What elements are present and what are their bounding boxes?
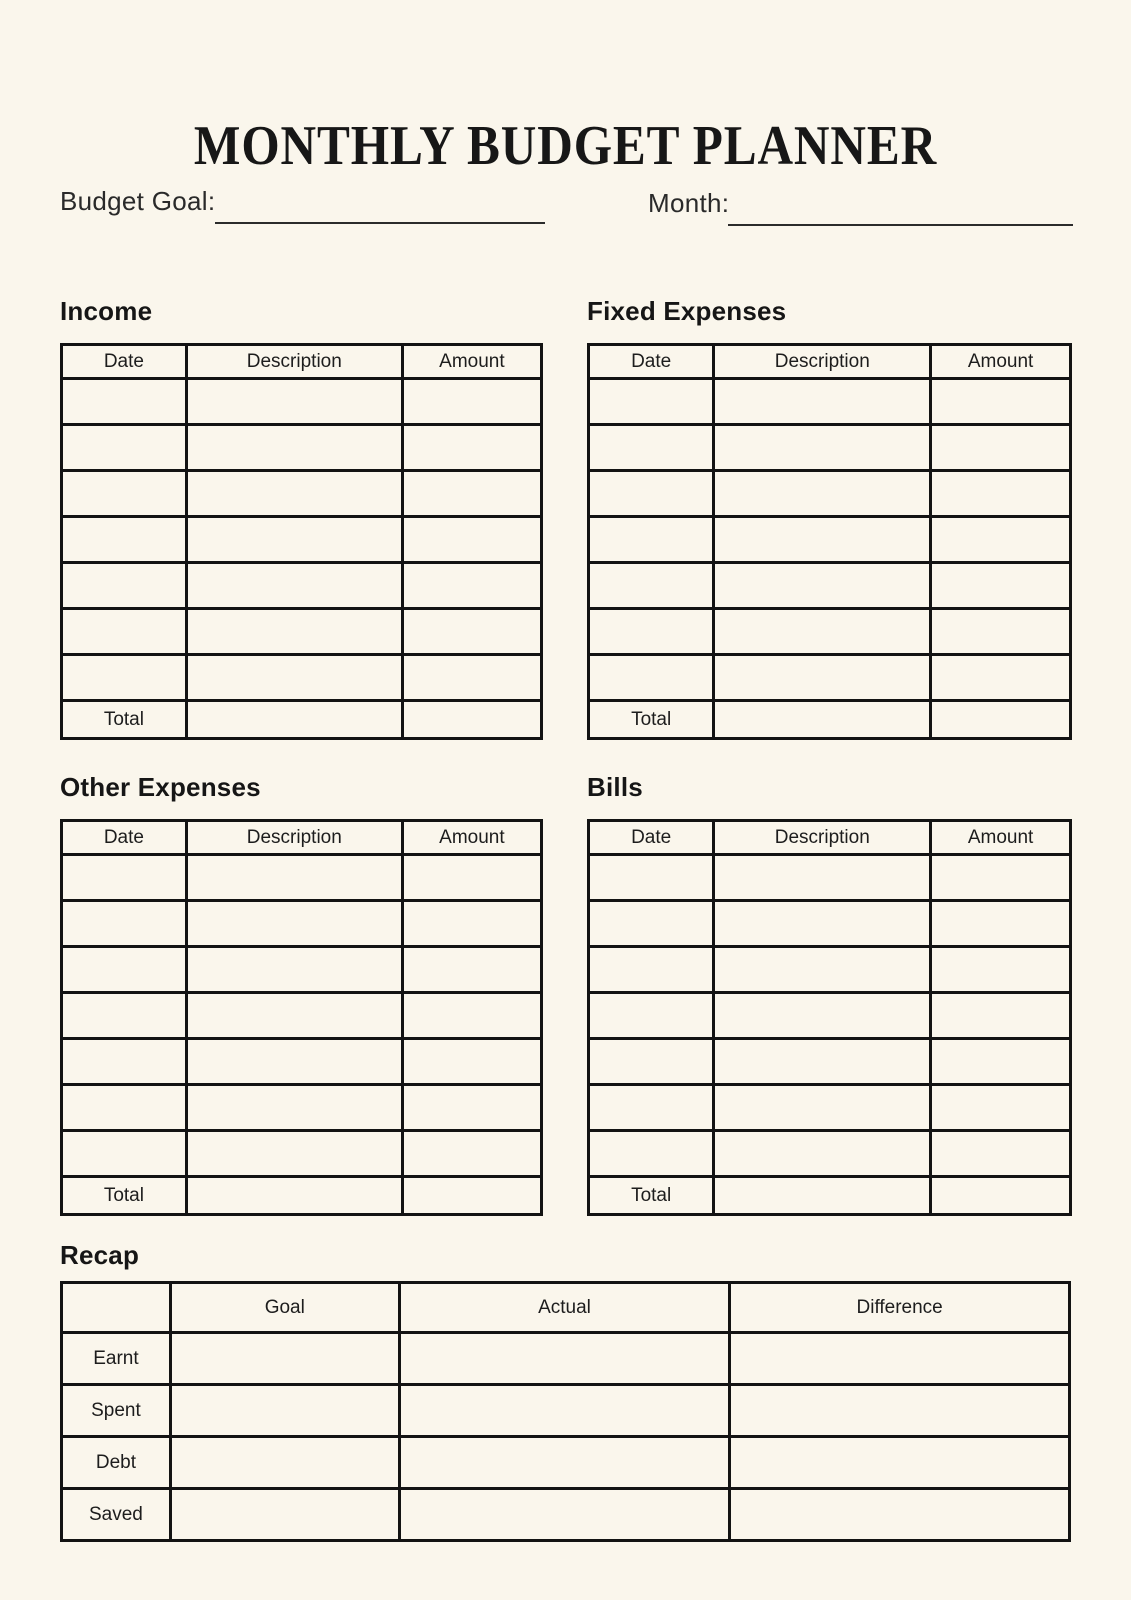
- table-row: [589, 1085, 1071, 1131]
- empty-cell: [62, 947, 187, 993]
- empty-cell: [186, 901, 402, 947]
- empty-cell: [931, 1085, 1071, 1131]
- empty-cell: [186, 655, 402, 701]
- empty-cell: [714, 1131, 931, 1177]
- table-row: [62, 1039, 542, 1085]
- total-row: [62, 1177, 542, 1215]
- empty-cell: [62, 471, 187, 517]
- table-row: [62, 609, 542, 655]
- empty-cell: [931, 609, 1071, 655]
- empty-cell: [170, 1333, 399, 1385]
- empty-cell: [62, 1131, 187, 1177]
- empty-cell: [186, 1085, 402, 1131]
- recap-heading: Recap: [60, 1240, 140, 1270]
- empty-cell: [714, 563, 931, 609]
- other-expenses-col-header-description: Description: [186, 821, 402, 855]
- fixed-expenses-col-header-amount: Amount: [931, 345, 1071, 379]
- empty-cell: [714, 855, 931, 901]
- table-row: [62, 517, 542, 563]
- table-header-row: [62, 1283, 1070, 1333]
- table-header-row: [589, 345, 1071, 379]
- empty-cell: [589, 993, 714, 1039]
- total-row: [589, 701, 1071, 739]
- empty-cell: [62, 425, 187, 471]
- empty-cell: [186, 379, 402, 425]
- empty-cell: [931, 1131, 1071, 1177]
- empty-cell: [589, 425, 714, 471]
- page-title: MONTHLY BUDGET PLANNER: [193, 114, 938, 177]
- empty-cell: [730, 1489, 1070, 1541]
- empty-cell: [186, 609, 402, 655]
- empty-cell: [402, 425, 541, 471]
- empty-cell: [589, 1085, 714, 1131]
- table-row: [62, 1437, 1070, 1489]
- fixed-expenses-heading: Fixed Expenses: [587, 296, 787, 326]
- bills-heading: Bills: [587, 772, 643, 802]
- empty-cell: [589, 901, 714, 947]
- empty-cell: [186, 947, 402, 993]
- table-row: [589, 425, 1071, 471]
- recap-table: [60, 1281, 1071, 1542]
- empty-cell: [186, 471, 402, 517]
- empty-cell: [399, 1333, 730, 1385]
- empty-cell: [186, 855, 402, 901]
- recap-col-header-goal: Goal: [170, 1283, 399, 1333]
- empty-cell: [402, 947, 541, 993]
- fixed-expenses-table: [587, 343, 1072, 740]
- table-row: [62, 1131, 542, 1177]
- recap-col-header-actual: Actual: [399, 1283, 730, 1333]
- empty-cell: [399, 1437, 730, 1489]
- recap-row-label-spent: Spent: [62, 1385, 171, 1437]
- bills-table: [587, 819, 1072, 1216]
- income-col-header-date: Date: [62, 345, 187, 379]
- empty-cell: [931, 563, 1071, 609]
- income-total-label: Total: [62, 701, 187, 739]
- table-header-row: [62, 345, 542, 379]
- table-row: [62, 1489, 1070, 1541]
- empty-cell: [589, 655, 714, 701]
- empty-cell: [62, 901, 187, 947]
- table-row: [589, 1039, 1071, 1085]
- empty-cell: [402, 1177, 541, 1215]
- empty-cell: [186, 993, 402, 1039]
- budget-goal-fill-line: [215, 222, 545, 224]
- empty-cell: [399, 1489, 730, 1541]
- empty-cell: [186, 1039, 402, 1085]
- empty-cell: [62, 379, 187, 425]
- fixed-expenses-section: [587, 296, 1072, 740]
- empty-cell: [931, 901, 1071, 947]
- empty-cell: [714, 901, 931, 947]
- table-row: [589, 993, 1071, 1039]
- empty-cell: [589, 563, 714, 609]
- empty-cell: [589, 1131, 714, 1177]
- empty-cell: [402, 471, 541, 517]
- empty-cell: [714, 425, 931, 471]
- empty-cell: [714, 701, 931, 739]
- table-row: [62, 1085, 542, 1131]
- table-row: [62, 379, 542, 425]
- table-row: [589, 901, 1071, 947]
- table-row: [62, 1333, 1070, 1385]
- table-row: [62, 425, 542, 471]
- empty-cell: [931, 1177, 1071, 1215]
- empty-cell: [402, 855, 541, 901]
- other-expenses-col-header-amount: Amount: [402, 821, 541, 855]
- bills-total-label: Total: [589, 1177, 714, 1215]
- empty-cell: [589, 1039, 714, 1085]
- table-header-row: [589, 821, 1071, 855]
- empty-cell: [62, 1085, 187, 1131]
- empty-cell: [714, 1085, 931, 1131]
- table-row: [62, 655, 542, 701]
- empty-cell: [589, 609, 714, 655]
- recap-row-label-earnt: Earnt: [62, 1333, 171, 1385]
- empty-cell: [931, 379, 1071, 425]
- total-row: [62, 701, 542, 739]
- income-col-header-description: Description: [186, 345, 402, 379]
- empty-cell: [62, 609, 187, 655]
- income-table: [60, 343, 543, 740]
- empty-cell: [170, 1489, 399, 1541]
- empty-cell: [402, 609, 541, 655]
- empty-cell: [186, 1177, 402, 1215]
- table-row: [589, 1131, 1071, 1177]
- empty-cell: [589, 517, 714, 563]
- recap-col-header-difference: Difference: [730, 1283, 1070, 1333]
- empty-cell: [402, 563, 541, 609]
- other-expenses-section: [60, 772, 543, 1216]
- empty-cell: [730, 1437, 1070, 1489]
- empty-cell: [62, 855, 187, 901]
- table-row: [62, 563, 542, 609]
- empty-cell: [402, 655, 541, 701]
- empty-cell: [714, 609, 931, 655]
- empty-cell: [62, 1039, 187, 1085]
- empty-cell: [931, 993, 1071, 1039]
- empty-cell: [730, 1333, 1070, 1385]
- month-label: Month:: [648, 188, 730, 218]
- empty-cell: [186, 563, 402, 609]
- empty-cell: [714, 1039, 931, 1085]
- month-fill-line: [728, 224, 1073, 226]
- empty-cell: [714, 947, 931, 993]
- empty-cell: [402, 701, 541, 739]
- empty-cell: [931, 855, 1071, 901]
- empty-cell: [730, 1385, 1070, 1437]
- bills-section: [587, 772, 1072, 1216]
- empty-cell: [589, 471, 714, 517]
- recap-col-header-blank: [62, 1283, 171, 1333]
- table-row: [62, 993, 542, 1039]
- fixed-expenses-col-header-date: Date: [589, 345, 714, 379]
- empty-cell: [402, 1085, 541, 1131]
- empty-cell: [399, 1385, 730, 1437]
- income-heading: Income: [60, 296, 153, 326]
- fixed-expenses-total-label: Total: [589, 701, 714, 739]
- bills-col-header-description: Description: [714, 821, 931, 855]
- other-expenses-heading: Other Expenses: [60, 772, 261, 802]
- recap-section: [60, 1240, 1071, 1542]
- empty-cell: [402, 1039, 541, 1085]
- empty-cell: [186, 1131, 402, 1177]
- empty-cell: [714, 655, 931, 701]
- table-row: [589, 655, 1071, 701]
- table-row: [589, 379, 1071, 425]
- empty-cell: [931, 947, 1071, 993]
- other-expenses-col-header-date: Date: [62, 821, 187, 855]
- total-row: [589, 1177, 1071, 1215]
- empty-cell: [589, 947, 714, 993]
- empty-cell: [714, 471, 931, 517]
- other-expenses-total-label: Total: [62, 1177, 187, 1215]
- empty-cell: [170, 1437, 399, 1489]
- table-row: [589, 609, 1071, 655]
- empty-cell: [402, 517, 541, 563]
- recap-row-label-debt: Debt: [62, 1437, 171, 1489]
- table-row: [62, 901, 542, 947]
- income-col-header-amount: Amount: [402, 345, 541, 379]
- empty-cell: [931, 1039, 1071, 1085]
- empty-cell: [931, 701, 1071, 739]
- bills-col-header-date: Date: [589, 821, 714, 855]
- fixed-expenses-col-header-description: Description: [714, 345, 931, 379]
- empty-cell: [62, 517, 187, 563]
- empty-cell: [62, 993, 187, 1039]
- empty-cell: [402, 1131, 541, 1177]
- table-row: [589, 517, 1071, 563]
- bills-col-header-amount: Amount: [931, 821, 1071, 855]
- table-header-row: [62, 821, 542, 855]
- empty-cell: [714, 379, 931, 425]
- table-row: [62, 1385, 1070, 1437]
- recap-row-label-saved: Saved: [62, 1489, 171, 1541]
- empty-cell: [402, 993, 541, 1039]
- empty-cell: [931, 471, 1071, 517]
- empty-cell: [62, 563, 187, 609]
- table-row: [589, 855, 1071, 901]
- empty-cell: [186, 517, 402, 563]
- empty-cell: [589, 855, 714, 901]
- empty-cell: [931, 425, 1071, 471]
- other-expenses-table: [60, 819, 543, 1216]
- table-row: [62, 947, 542, 993]
- empty-cell: [714, 517, 931, 563]
- table-row: [589, 947, 1071, 993]
- empty-cell: [186, 701, 402, 739]
- empty-cell: [931, 655, 1071, 701]
- table-row: [589, 471, 1071, 517]
- table-row: [589, 563, 1071, 609]
- empty-cell: [170, 1385, 399, 1437]
- empty-cell: [402, 901, 541, 947]
- table-row: [62, 855, 542, 901]
- table-row: [62, 471, 542, 517]
- empty-cell: [589, 379, 714, 425]
- empty-cell: [62, 655, 187, 701]
- income-section: [60, 296, 543, 740]
- empty-cell: [402, 379, 541, 425]
- empty-cell: [931, 517, 1071, 563]
- empty-cell: [186, 425, 402, 471]
- budget-goal-label: Budget Goal:: [60, 186, 216, 216]
- empty-cell: [714, 1177, 931, 1215]
- empty-cell: [714, 993, 931, 1039]
